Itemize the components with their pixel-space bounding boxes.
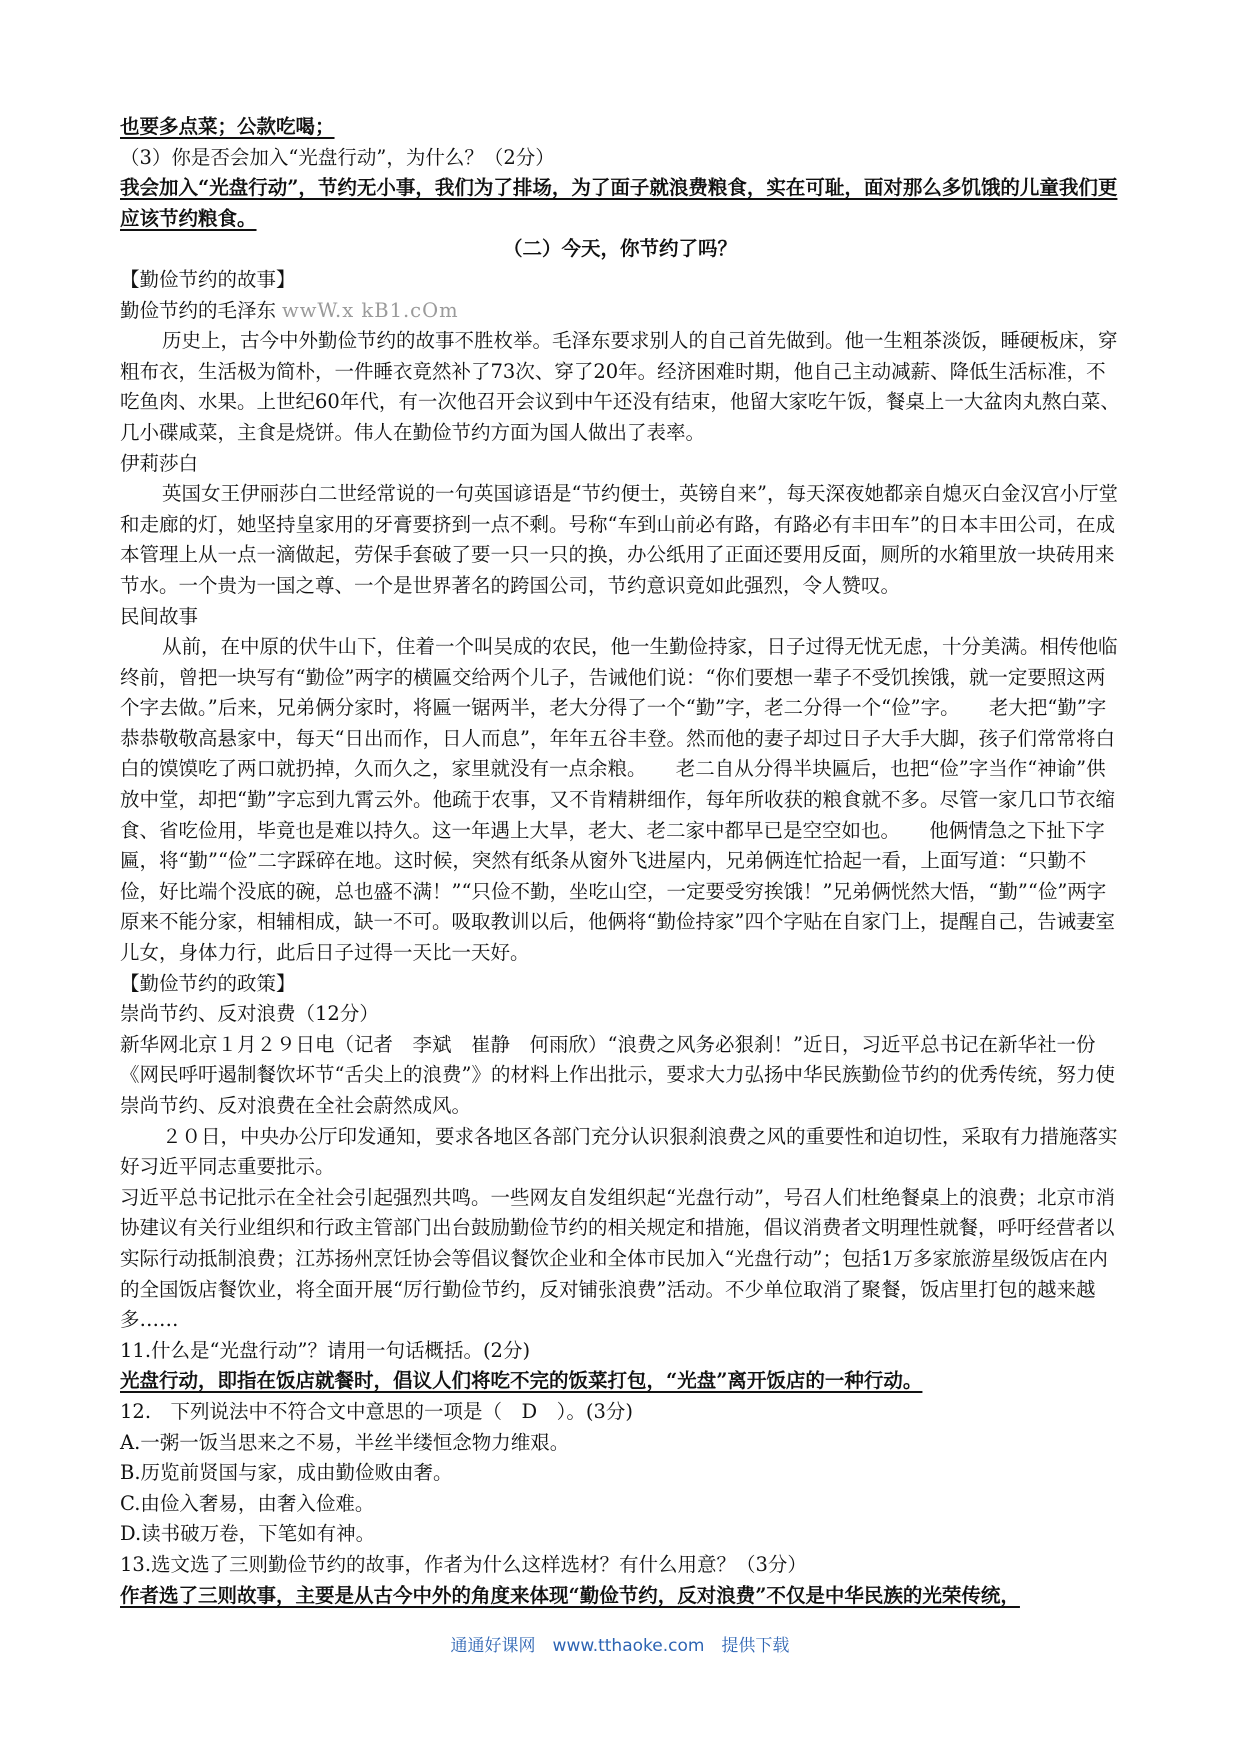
policy-title: 崇尚节约、反对浪费（12分） <box>120 1002 379 1026</box>
option-b: B.历览前贤国与家，成由勤俭败由奢。 <box>120 1461 453 1485</box>
story-1-title-line <box>120 296 1120 327</box>
story-1-text: 历史上，古今中外勤俭节约的故事不胜枚举。毛泽东要求别人的自己首先做到。他一生粗茶淡饭，睡硬板床，穿粗布衣，生活极为简朴，一件睡衣竟然补了73次、穿了20年。经济困难时期，他自己主动减薪、降低生活标准，不吃鱼肉、水果。上世纪60年代，有一次他召开会议到中午还没有结束，他留大家吃午饭，餐桌上一大盆肉丸熬白菜、几小碟咸菜，主食是烧饼。伟人在勤俭节约方面为国人做出了表率。 <box>120 329 1120 444</box>
policy-paragraph-1: 新华网北京１月２９日电（记者 李斌 崔静 何雨欣）“浪费之风务必狠刹！”近日，习近平总书记在新华社一份《网民呼吁遏制餐饮坏节“舌尖上的浪费”》的材料上作出批示，要求大力弘扬中华民族勤俭节约的优秀传统，努力使崇尚节约、反对浪费在全社会蔚然成风。 <box>120 1032 1115 1117</box>
stories-header: 【勤俭节约的故事】 <box>120 267 296 291</box>
document-body <box>120 112 1120 1611</box>
story-2-title: 伊莉莎白 <box>120 451 199 475</box>
policy-header: 【勤俭节约的政策】 <box>120 971 296 995</box>
story-3-title: 民间故事 <box>120 604 199 628</box>
question-13: 13.选文选了三则勤俭节约的故事，作者为什么这样选材？有什么用意？（3分） <box>120 1552 807 1576</box>
policy-paragraph-2: ２０日，中央办公厅印发通知，要求各地区各部门充分认识狠刹浪费之风的重要性和迫切性，采取有力措施落实好习近平同志重要批示。 <box>120 1124 1118 1179</box>
watermark-text: wwW.x kB1.cOm <box>282 298 459 322</box>
policy-paragraph-3: 习近平总书记批示在全社会引起强烈共鸣。一些网友自发组织起“光盘行动”，号召人们杜绝餐桌上的浪费；北京市消协建议有关行业组织和行政主管部门出台鼓励勤俭节约的相关规定和措施，倡议消费者文明理性就餐，呼吁经营者以实际行动抵制浪费；江苏扬州烹饪协会等倡议餐饮企业和全体市民加入“光盘行动”；包括1万多家旅游星级饭店在内的全国饭店餐饮业，将全面开展“厉行勤俭节约，反对铺张浪费”活动。不少单位取消了聚餐，饭店里打包的越来越多…… <box>120 1185 1115 1332</box>
option-c: C.由俭入奢易，由奢入俭难。 <box>120 1491 375 1515</box>
section-2-title: （二）今天，你节约了吗？ <box>502 237 737 261</box>
option-d: D.读书破万卷，下笔如有神。 <box>120 1522 376 1546</box>
story-2-text: 英国女王伊丽莎白二世经常说的一句英国谚语是“节约便士，英镑自来”，每天深夜她都亲自熄灭白金汉宫小厅堂和走廊的灯，她坚持皇家用的牙膏要挤到一点不剩。号称“车到山前必有路，有路必有丰田车”的日本丰田公司，在成本管理上从一点一滴做起，劳保手套破了要一只一只的换，办公纸用了正面还要用反面，厕所的水箱里放一块砖用来节水。一个贵为一国之尊、一个是世界著名的跨国公司，节约意识竟如此强烈，令人赞叹。 <box>120 482 1118 597</box>
question-11: 11.什么是“光盘行动”？请用一句话概括。(2分) <box>120 1338 531 1362</box>
question-3: （3）你是否会加入“光盘行动”，为什么？（2分） <box>120 145 555 169</box>
story-3-text: 从前，在中原的伏牛山下，住着一个叫吴成的农民，他一生勤俭持家，日子过得无忧无虑，十分美满。相传他临终前，曾把一块写有“勤俭”两字的横匾交给两个儿子，告诫他们说：“你们要想一辈子不受饥挨饿，就一定要照这两个字去做。”后来，兄弟俩分家时，将匾一锯两半，老大分得了一个“勤”字，老二分得一个“俭”字。 老大把“勤”字恭恭敬敬高悬家中，每天“日出而作，日人而息”，年年五谷丰登。然而他的妻子却过日子大手大脚，孩子们常常将白白的馍馍吃了两口就扔掉，久而久之，家里就没有一点余粮。 老二自从分得半块匾后，也把“俭”字当作“神谕”供放中堂，却把“勤”字忘到九霄云外。他疏于农事，又不肯精耕细作，每年所收获的粮食就不多。尽管一家几口节衣缩食、省吃俭用，毕竟也是难以持久。这一年遇上大旱，老大、老二家中都早已是空空如也。 他俩情急之下扯下字匾，将“勤”“俭”二字踩碎在地。这时候，突然有纸条从窗外飞进屋内，兄弟俩连忙拾起一看，上面写道：“只勤不俭，好比端个没底的碗，总也盛不满！”“只俭不勤，坐吃山空，一定要受穷挨饿！”兄弟俩恍然大悟，“勤”“俭”两字原来不能分家，相辅相成，缺一不可。吸取教训以后，他俩将“勤俭持家”四个字贴在自家门上，提醒自己，告诫妻室儿女，身体力行，此后日子过得一天比一天好。 <box>120 635 1118 965</box>
previous-answer-tail: 也要多点菜；公款吃喝； <box>120 115 335 138</box>
answer-13: 作者选了三则故事，主要是从古今中外的角度来体现“勤俭节约，反对浪费”不仅是中华民族的光荣传统， <box>120 1583 1020 1607</box>
question-12: 12. 下列说法中不符合文中意思的一项是（ D ）。(3分) <box>120 1399 634 1423</box>
footer-link[interactable]: 通通好课网 www.tthaoke.com 提供下载 <box>450 1636 790 1656</box>
story-1-title: 勤俭节约的毛泽东 <box>120 298 277 322</box>
answer-3: 我会加入“光盘行动”，节约无小事，我们为了排场，为了面子就浪费粮食，实在可耻，面对那么多饥饿的儿童我们更应该节约粮食。 <box>120 176 1118 230</box>
answer-11: 光盘行动，即指在饭店就餐时，倡议人们将吃不完的饭菜打包，“光盘”离开饭店的一种行动。 <box>120 1369 923 1393</box>
option-a: A.一粥一饭当思来之不易，半丝半缕恒念物力维艰。 <box>120 1430 570 1454</box>
